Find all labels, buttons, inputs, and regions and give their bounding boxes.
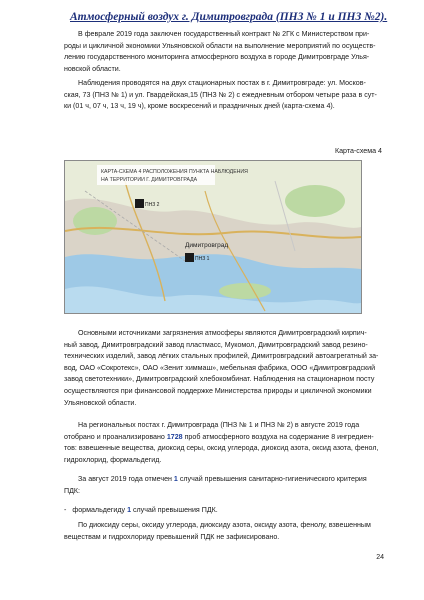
page-title: Атмосферный воздух г. Димитровграда (ПНЗ № 1 и ПНЗ №2). <box>70 11 388 23</box>
bullet-text: случай превышения ПДК. <box>131 506 218 514</box>
pnz1-marker <box>185 253 194 262</box>
exceed-paragraph <box>64 474 382 497</box>
map-header-line1: КАРТА-СХЕМА 4 РАСПОЛОЖЕНИЯ ПУНКТА НАБЛЮДЕНИЯ <box>101 169 248 175</box>
sources-line: Основными источниками загрязнения атмосферы являются Димитровградский кирпич- <box>78 329 367 337</box>
sources-line: технических изделий, завод лёгких стальных профилей, Димитровградский автоагрегатный за- <box>64 352 379 361</box>
regional-paragraph <box>64 420 382 466</box>
intro-line: лению государственного мониторинга атмосферного воздуха в городе Димитровграде Улья- <box>64 53 370 62</box>
exceed-text: случай превышения санитарно-гигиенического критерия <box>177 475 367 483</box>
intro-line: В феврале 2019 года заключен государственный контракт № 2ГК с Министерством при- <box>78 30 370 38</box>
green-area <box>219 283 271 299</box>
exceed-line: ПДК: <box>64 486 81 495</box>
intro-paragraph <box>64 29 382 75</box>
sources-line: ный завод, Димитровградский завод пластмасс, Мукомол, Димитровградский завод резино- <box>64 340 368 349</box>
exceed-line <box>64 474 382 486</box>
regional-line: гидрохлорид, формальдегид. <box>64 455 162 464</box>
observations-paragraph <box>64 78 382 113</box>
regional-line: тов: взвешенные вещества, диоксид серы, оксид углерода, диоксид азота, оксид азота, фенол, <box>64 444 379 453</box>
sources-line: завод светотехники», Димитровградский хлебокомбинат. Наблюдения на стационарном посту <box>64 375 375 384</box>
regional-line: На региональных постах г. Димитровграда (ПНЗ № 1 и ПНЗ № 2) в августе 2019 года <box>78 421 360 429</box>
pnz1-label: ПНЗ 1 <box>195 256 210 262</box>
green-area <box>285 185 345 217</box>
observations-line: ки (01 ч, 07 ч, 13 ч, 19 ч), кроме воскресений и праздничных дней (карта-схема 4). <box>64 102 335 111</box>
exceed-count: 1 <box>173 475 178 483</box>
bullet-text: формальдегиду <box>72 506 128 514</box>
city-label: Димитровград <box>185 242 229 249</box>
closing-line: веществам и гидрохлориду превышений ПДК не зафиксировано. <box>64 532 280 541</box>
bullet-item <box>64 506 218 514</box>
regional-text: проб атмосферного воздуха на содержание 8 ингредиен- <box>182 432 374 441</box>
sources-line: вод, ОАО «Сокротекс», ОАО «Зенит химмаш», мебельная фабрика, ООО «Димитровградский <box>64 363 376 372</box>
pnz2-marker <box>135 199 144 208</box>
regional-line <box>64 432 382 444</box>
green-area <box>73 207 117 235</box>
pnz2-label: ПНЗ 2 <box>145 202 160 208</box>
page-number: 24 <box>376 554 384 561</box>
bullet-marker: - <box>64 506 67 514</box>
intro-line: роды и цикличной экономики Ульяновской области на выполнение мероприятий по осуществ- <box>64 41 376 50</box>
observations-line: Наблюдения проводятся на двух стационарных постах в г. Димитровграде: ул. Москов- <box>78 79 366 87</box>
bullet-count: 1 <box>127 506 132 514</box>
sources-paragraph <box>64 328 382 409</box>
intro-line: новской области. <box>64 64 121 73</box>
exceed-text: За август 2019 года отмечен <box>78 475 174 483</box>
observations-line: ская, 73 (ПНЗ № 1) и ул. Гвардейская,15 (ПНЗ № 2) с ежедневным отбором четыре раза в сут- <box>64 90 377 99</box>
closing-paragraph <box>64 520 382 543</box>
sources-line: осуществляются при финансовой поддержке Министерства природы и цикличной экономики <box>64 386 372 395</box>
location-map <box>64 160 362 314</box>
map-header-line2: НА ТЕРРИТОРИИ Г. ДИМИТРОВГРАДА <box>101 177 198 183</box>
map-caption: Карта-схема 4 <box>334 147 382 155</box>
samples-count: 1728 <box>166 432 183 441</box>
map-image <box>65 161 361 313</box>
sources-line: Ульяновской области. <box>64 398 137 407</box>
closing-line: По диоксиду серы, оксиду углерода, диоксиду азота, оксиду азота, фенолу, взвешенным <box>78 521 371 529</box>
regional-text: отобрано и проанализировано <box>64 432 167 441</box>
